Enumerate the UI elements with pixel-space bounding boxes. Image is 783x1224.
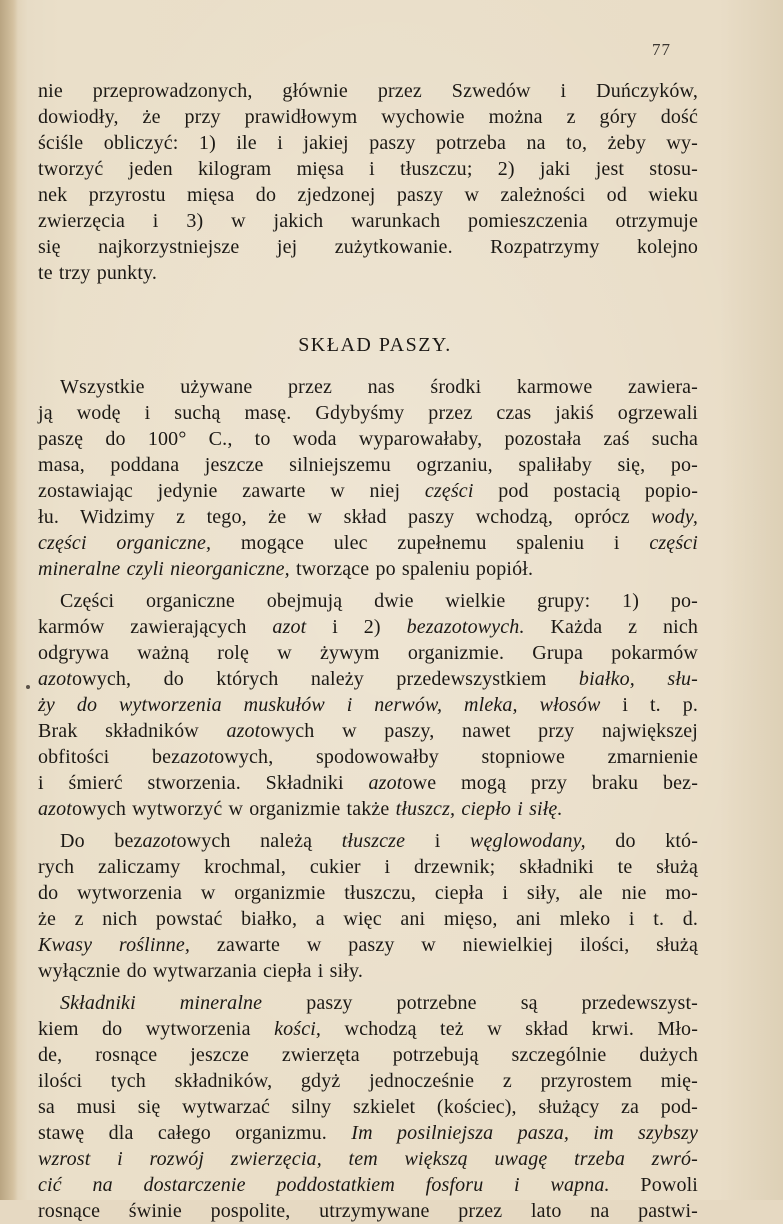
text-line: sa musi się wytwarzać silny szkielet (kościec), służący za pod- [38,1096,698,1118]
text-line: wyłącznie do wytwarzania ciepła i siły. [38,960,363,982]
text-line: rosnące świnie pospolite, utrzymywane przez lato na pastwi- [38,1200,698,1222]
text-line: łu. Widzimy z tego, że w skład paszy wchodzą, oprócz wody, [38,506,698,528]
text-line: Do bezazotowych należą tłuszcze i węglowodany, do któ- [60,830,699,852]
text-line: części organiczne, mogące ulec zupełnemu spaleniu i części [38,532,698,554]
text-line: do wytworzenia w organizmie tłuszczu, ciepła i siły, ale nie mo- [38,882,698,904]
text-line: Brak składników azotowych w paszy, nawet przy największej [38,720,698,742]
main-paragraphs [38,374,698,1224]
section-heading: SKŁAD PASZY. [298,334,452,356]
text-line: nek przyrostu mięsa do zjedzonej paszy w zależności od wieku [38,184,698,206]
text-line: odgrywa ważną rolę w żywym organizmie. Grupa pokarmów [38,642,698,664]
text-line: Wszystkie używane przez nas środki karmowe zawiera- [60,376,698,398]
text-line: zostawiając jedynie zawarte w niej części pod postacią popio- [38,480,698,502]
text-line: że z nich powstać białko, a więc ani mięso, ani mleko i t. d. [38,908,698,930]
body-text [38,78,698,1224]
text-line: Kwasy roślinne, zawarte w paszy w niewielkiej ilości, służą [38,934,698,956]
text-line: się najkorzystniejsze jej zużytkowanie. Rozpatrzymy kolejno [38,236,698,258]
text-line: stawę dla całego organizmu. Im posilniejsza pasza, im szybszy [38,1122,698,1144]
text-line: azotowych, do których należy przedewszystkiem białko, słu- [38,668,698,690]
text-line: rych zaliczamy krochmal, cukier i drzewnik; składniki te służą [38,856,698,878]
text-line: ściśle obliczyć: 1) ile i jakiej paszy potrzeba na to, żeby wy- [38,132,698,154]
text-line: kiem do wytworzenia kości, wchodzą też w skład krwi. Mło- [38,1018,699,1040]
text-line: ilości tych składników, gdyż jednocześnie z przyrostem mię- [38,1070,698,1092]
text-line: zwierzęcia i 3) w jakich warunkach pomieszczenia otrzymuje [38,210,698,232]
text-line: wzrost i rozwój zwierzęcia, tem większą uwagę trzeba zwró- [38,1148,698,1170]
margin-mark [26,685,30,689]
text-line: i śmierć stworzenia. Składniki azotowe mogą przy braku bez- [38,772,698,794]
text-line: obfitości bezazotowych, spodowowałby stopniowe zmarnienie [38,746,698,768]
text-line: masa, poddana jeszcze silniejszemu ogrzaniu, spaliłaby się, po- [38,454,698,476]
text-line: te trzy punkty. [38,262,158,284]
text-line: nie przeprowadzonych, głównie przez Szwedów i Duńczyków, [38,80,698,102]
text-line: Składniki mineralne paszy potrzebne są przedewszyst- [60,992,698,1014]
text-line: mineralne czyli nieorganiczne, tworzące po spaleniu popiół. [38,558,534,580]
text-line: ży do wytworzenia muskułów i nerwów, mleka, włosów i t. p. [38,694,698,716]
text-line: de, rosnące jeszcze zwierzęta potrzebują szczególnie dużych [38,1044,698,1066]
page-number: 77 [652,40,671,59]
text-line: dowiodły, że przy prawidłowym wychowie można z góry dość [38,106,698,128]
intro-paragraph [38,78,698,286]
text-line: cić na dostarczenie poddostatkiem fosforu i wapna. Powoli [38,1174,699,1196]
text-line: tworzyć jeden kilogram mięsa i tłuszczu; 2) jaki jest stosu- [38,158,698,180]
page-binding-edge [0,0,18,1200]
text-line: Części organiczne obejmują dwie wielkie grupy: 1) po- [60,590,698,612]
text-line: ją wodę i suchą masę. Gdybyśmy przez czas jakiś ogrzewali [38,402,698,424]
text-line: karmów zawierających azot i 2) bezazotowych. Każda z nich [38,616,699,638]
text-line: paszę do 100° C., to woda wyparowałaby, pozostała zaś sucha [38,428,698,450]
text-line: azotowych wytworzyć w organizmie także tłuszcz, ciepło i siłę. [38,798,563,820]
